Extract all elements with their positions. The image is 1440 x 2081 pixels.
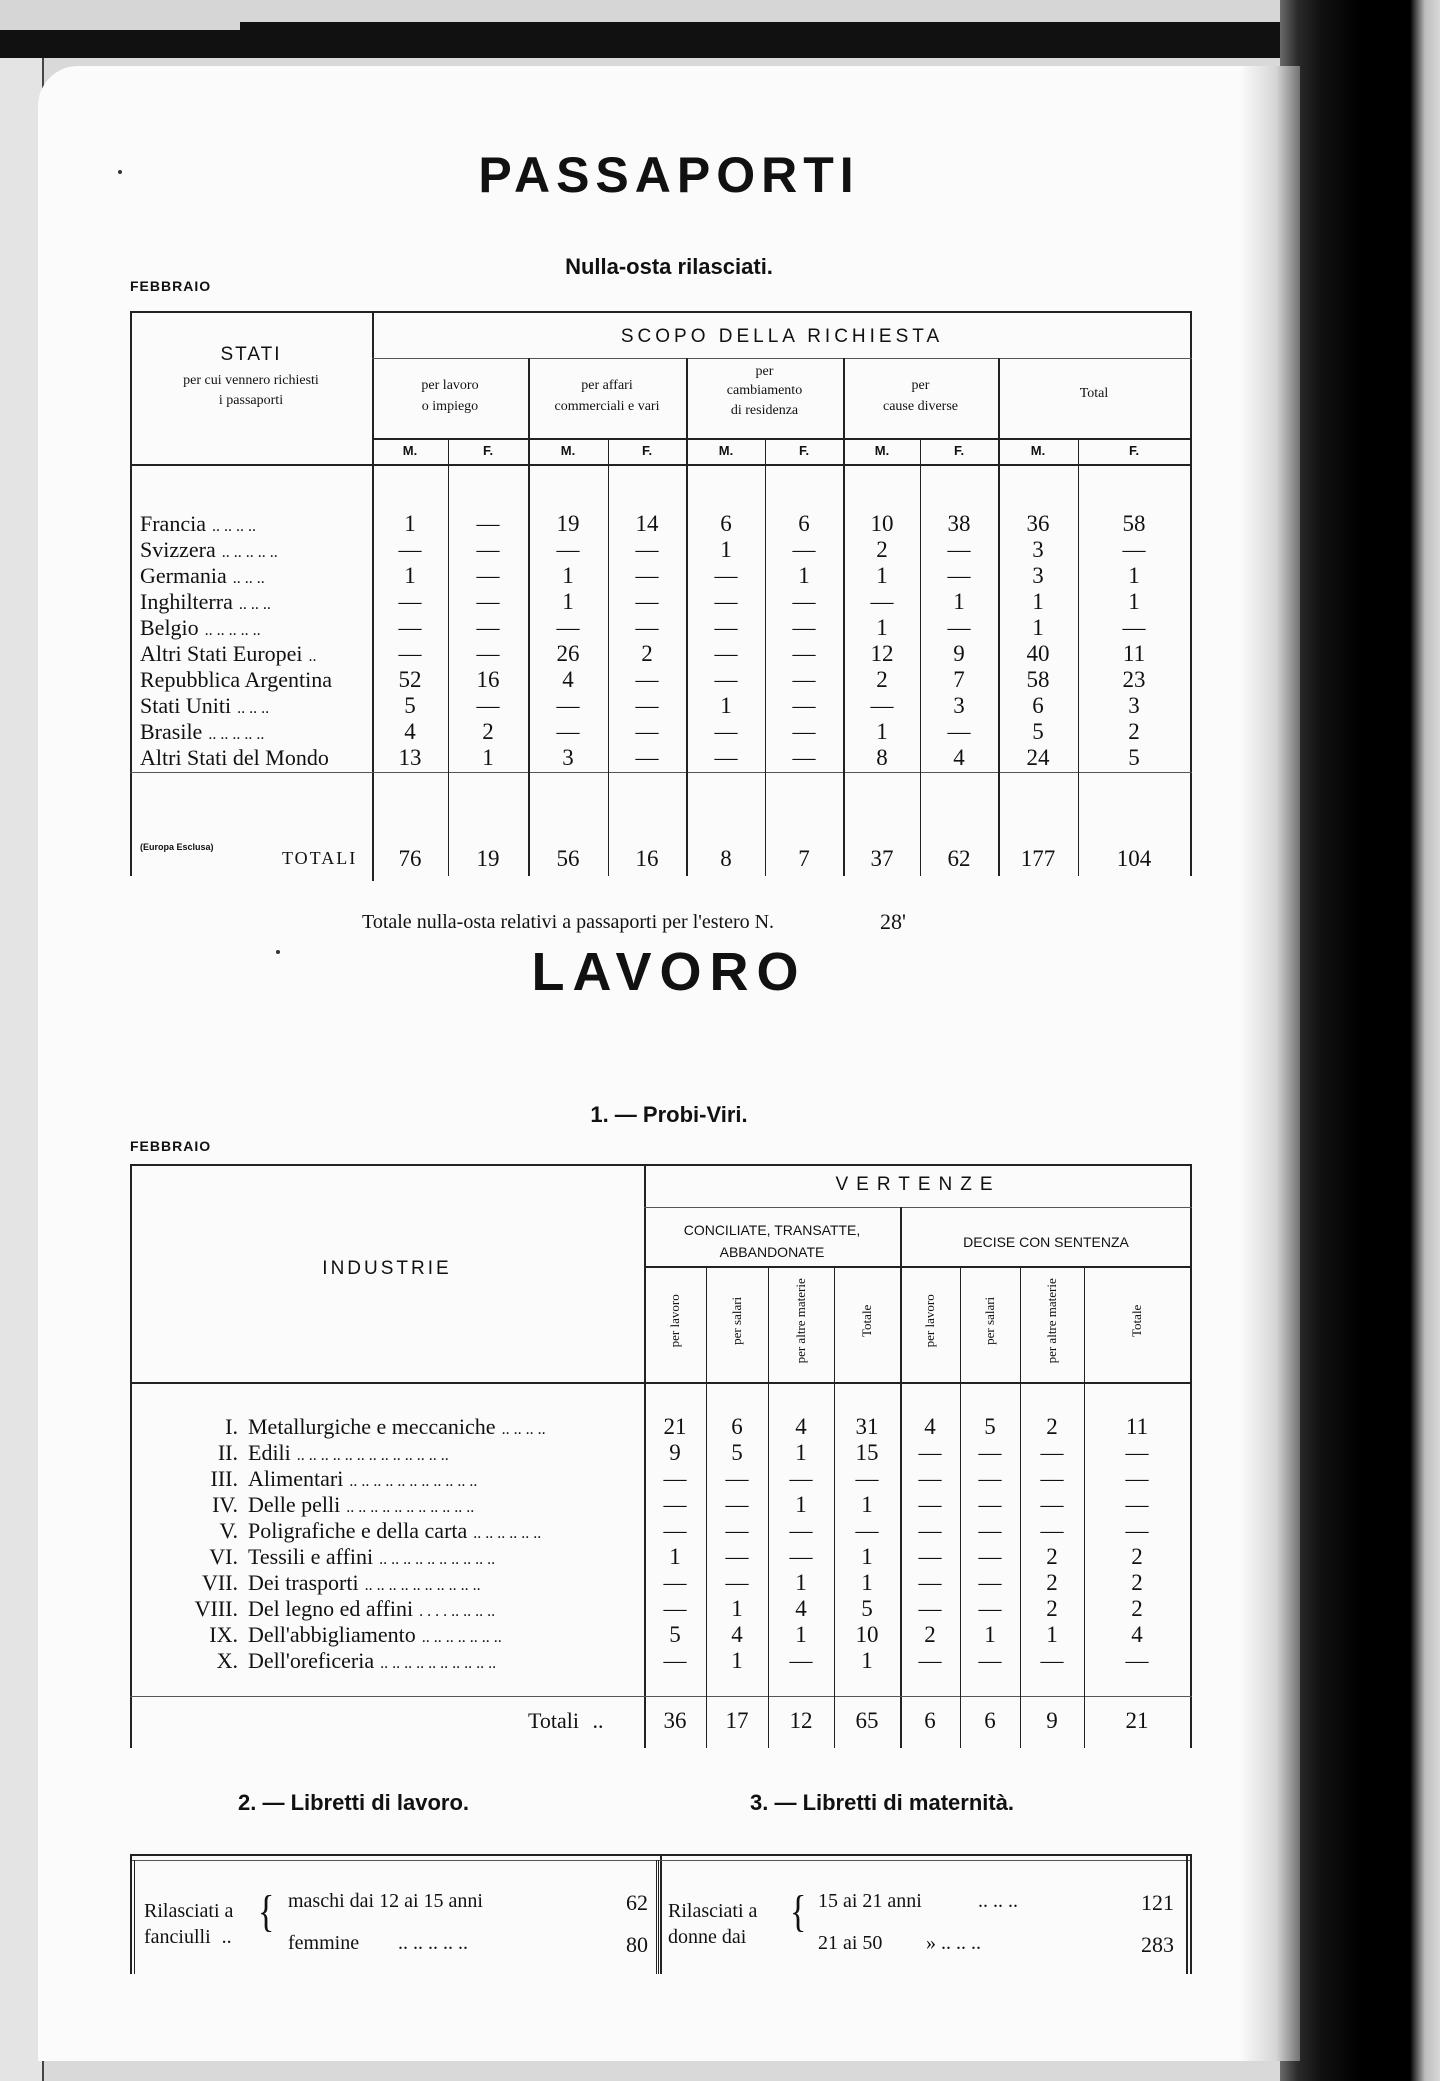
table-cell: 11	[1122, 641, 1146, 666]
table-cell: 3	[1128, 693, 1140, 718]
group-residenza-l2: cambiamento	[726, 383, 803, 398]
table-cell: —	[714, 589, 738, 614]
table-cell: —	[789, 1518, 813, 1543]
table-cell: —	[635, 563, 659, 588]
header-decise: DECISE CON SENTENZA	[963, 1234, 1129, 1250]
libretti-lavoro-row2: femmine	[288, 1932, 360, 1954]
table-cell: 1	[876, 719, 888, 744]
table-cell: —	[635, 589, 659, 614]
mf-header-cell: M.	[874, 443, 890, 458]
group-cause-l2: cause diverse	[882, 399, 959, 414]
table-cell: —	[918, 1544, 942, 1569]
table-cell: —	[978, 1440, 1002, 1465]
table-cell: —	[870, 693, 894, 718]
roman-numeral: IV.	[212, 1492, 238, 1517]
table-cell: 1	[562, 589, 574, 614]
table-cell: —	[947, 615, 971, 640]
table-cell: 6	[798, 511, 810, 536]
table-cell: —	[855, 1518, 879, 1543]
column-header: per altre materie	[1044, 1278, 1060, 1364]
libretti-lavoro-title: 2. — Libretti di lavoro.	[238, 1790, 470, 1815]
group-residenza-l3: di residenza	[730, 403, 799, 418]
footer-value: 28'	[880, 909, 906, 934]
table-cell: —	[663, 1570, 687, 1595]
table-cell: —	[476, 537, 500, 562]
table-cell: 1	[984, 1622, 996, 1647]
table-cell: 1	[795, 1622, 807, 1647]
total-cell: 17	[725, 1708, 749, 1733]
header-scopo: SCOPO DELLA RICHIESTA	[620, 326, 944, 347]
table-cell: —	[476, 641, 500, 666]
libretti-lavoro-label1: Rilasciati a	[144, 1900, 234, 1922]
table-cell: —	[792, 615, 816, 640]
total-cell: 76	[398, 846, 422, 871]
group-residenza-l1: per	[755, 364, 774, 379]
mf-header-cell: M.	[402, 443, 418, 458]
table-cell: 24	[1026, 745, 1050, 770]
table-cell: 1	[861, 1648, 873, 1673]
header-vertenze: VERTENZE	[835, 1174, 1001, 1195]
table-cell: —	[556, 719, 580, 744]
mf-header-cell: F.	[641, 443, 653, 458]
brace: {	[258, 1888, 275, 1937]
group-affari-l2: commerciali e vari	[554, 399, 660, 414]
table-cell: —	[663, 1466, 687, 1491]
table-cell: —	[1040, 1518, 1064, 1543]
table-cell: —	[714, 615, 738, 640]
table-cell: 1	[669, 1544, 681, 1569]
totali-label: TOTALI	[282, 848, 358, 868]
table-cell: 1	[795, 1492, 807, 1517]
table-cell: —	[978, 1648, 1002, 1673]
total-cell: 8	[720, 846, 732, 871]
group-lavoro-l2: o impiego	[421, 399, 479, 414]
table-cell: 2	[1046, 1596, 1058, 1621]
country-label: Belgio .. .. .. .. ..	[140, 615, 261, 640]
table-cell: —	[1125, 1648, 1149, 1673]
table-cell: —	[870, 589, 894, 614]
country-label: Brasile .. .. .. .. ..	[140, 719, 265, 744]
roman-numeral: VIII.	[194, 1596, 238, 1621]
table-cell: 1	[562, 563, 574, 588]
table-cell: 2	[1046, 1414, 1058, 1439]
table-cell: 7	[953, 667, 965, 692]
table-cell: 1	[1128, 563, 1140, 588]
table-cell: 1	[720, 693, 732, 718]
group-cause-l1: per	[911, 378, 930, 393]
table-cell: —	[855, 1466, 879, 1491]
table-cell: 36	[1026, 511, 1050, 536]
table-cell: —	[663, 1492, 687, 1517]
table-cell: 1	[720, 537, 732, 562]
group-affari-l1: per affari	[581, 378, 633, 393]
libretti-maternita-label1: Rilasciati a	[668, 1900, 758, 1922]
table-cell: 58	[1026, 667, 1050, 692]
mf-header-cell: F.	[953, 443, 965, 458]
table-cell: 6	[720, 511, 732, 536]
industry-label: Dei trasporti .. .. .. .. .. .. .. .. .. ..	[248, 1570, 481, 1595]
passaporti-subtitle: Nulla-osta rilasciati.	[565, 254, 773, 279]
scan-right-edge	[1280, 0, 1440, 2081]
table-cell: —	[1122, 615, 1146, 640]
table-cell: 9	[669, 1440, 681, 1465]
mf-header-cell: F.	[482, 443, 494, 458]
table-cell: 2	[1046, 1570, 1058, 1595]
total-cell: 16	[635, 846, 659, 871]
country-label: Altri Stati Europei ..	[140, 641, 317, 666]
column-header: per lavoro	[667, 1294, 683, 1348]
table-cell: —	[792, 693, 816, 718]
header-conciliate: CONCILIATE, TRANSATTE,	[683, 1222, 861, 1238]
table-cell: 5	[1128, 745, 1140, 770]
table-cell: 4	[1131, 1622, 1143, 1647]
country-label: Inghilterra .. .. ..	[140, 589, 271, 614]
table-cell: —	[789, 1648, 813, 1673]
country-label: Repubblica Argentina	[140, 667, 333, 692]
table-cell: —	[635, 667, 659, 692]
table-cell: —	[918, 1518, 942, 1543]
table-cell: —	[714, 563, 738, 588]
libretti-lavoro-label2: fanciulli	[144, 1926, 211, 1948]
table-cell: —	[398, 641, 422, 666]
table-cell: —	[398, 537, 422, 562]
table-cell: 1	[876, 615, 888, 640]
table-cell: —	[918, 1596, 942, 1621]
mf-header-cell: M.	[1030, 443, 1046, 458]
roman-numeral: II.	[217, 1440, 238, 1465]
column-header: Totale	[1129, 1304, 1145, 1337]
table-cell: —	[792, 589, 816, 614]
lavoro-month: FEBBRAIO	[130, 1138, 212, 1154]
probiviri-totali-label: Totali ..	[528, 1708, 604, 1733]
header-stati: STATI	[220, 344, 282, 365]
table-cell: 10	[870, 511, 894, 536]
industry-label: Poligrafiche e della carta .. .. .. .. .. ..	[248, 1518, 542, 1543]
table-cell: 13	[398, 745, 422, 770]
table-cell: —	[725, 1466, 749, 1491]
table-cell: —	[714, 745, 738, 770]
table-cell: 4	[731, 1622, 743, 1647]
table-cell: 9	[953, 641, 965, 666]
libretti-maternita-title: 3. — Libretti di maternità.	[750, 1790, 1015, 1815]
table-cell: 4	[795, 1414, 807, 1439]
libretti-lavoro-val2: 80	[626, 1932, 648, 1957]
footer-note: Totale nulla-osta relativi a passaporti per l'estero N.	[362, 911, 775, 933]
table-cell: —	[635, 719, 659, 744]
table-cell: —	[947, 719, 971, 744]
total-cell: 56	[556, 846, 580, 871]
table-cell: 1	[861, 1492, 873, 1517]
table-cell: —	[476, 693, 500, 718]
libretti-maternita-row2: 21 ai 50	[818, 1932, 883, 1954]
table-cell: —	[789, 1466, 813, 1491]
table-cell: 10	[855, 1622, 879, 1647]
table-cell: —	[714, 719, 738, 744]
table-cell: —	[714, 667, 738, 692]
table-cell: 8	[876, 745, 888, 770]
table-cell: —	[918, 1570, 942, 1595]
table-cell: 31	[855, 1414, 879, 1439]
table-cell: 52	[398, 667, 422, 692]
table-cell: 1	[1046, 1622, 1058, 1647]
roman-numeral: VII.	[201, 1570, 238, 1595]
libretti-lavoro-val1: 62	[626, 1890, 648, 1915]
table-cell: 2	[1131, 1570, 1143, 1595]
table-cell: —	[635, 693, 659, 718]
document-page: PASSAPORTI Nulla-osta rilasciati. FEBBRAIO STATI per cui vennero richiesti i passaporti SCOPO DELLA RICHIESTA per lavoro o impiego per affari commerciali e vari per cambiamento di residenza per cause diverse Total M. F. M. F. M. F. M. F. M. F. Francia .. .. .. .. 1 — 19 14 6 6 10 38 36 58 Svizzera .. .. .. .. .. — — — — 1 — 2 — 3 — Germania .. .. .. 1 — 1 — — 1 1 — 3 1 Inghilterra .. .. .. — — 1 — — — — 1 1 1 Belgio .. .. .. .. .. — — — — — — 1 — 1 — Altri Stati Europei .. — — 26 2 — — 12 9 40 11 Repubblica Argentina 52 16 4 — — — 2 7 58 23 Stati Uniti .. .. .. 5 — — — 1 — — 3 6 3 Brasile .. .. .. .. .. 4 2 — — — — 1 — 5 2 Altri Stati del Mondo 13 1 3 — — — 8 4 24 5 (Europa Esclusa) TOTALI 76 19 56 16 8 7 37 62 177 104 Totale nulla-osta relativi a passaporti per l'estero N. 28' LAVORO 1. — Probi-Viri. FEBBRAIO INDUSTRIE VERTENZE CONCILIATE, TRANSATTE, ABBANDONATE DECISE CON SENTENZA per lavoro per salari per altre materie Totale per lavoro per salari per altre materie Totale I. Metallurgiche e meccaniche .. .. .. .. 21 6 4 31 4 5 2 11 II. Edili .. .. .. .. .. .. .. .. .. .. .. .. .. 9 5 1 15 — — — — III. Alimentari .. .. .. .. .. .. .. .. .. .. .. — — — — — — — — IV. Delle pelli .. .. .. .. .. .. .. .. .. .. .. — — 1 1 — — — — V. Poligrafiche e della carta .. .. .. .. .. .. — — — — — — — — VI. Tessili e affini .. .. .. .. .. .. .. .. .. .. 1 — — 1 — — 2 2 VII. Dei trasporti .. .. .. .. .. .. .. .. .. .. — — 1 1 — — 2 2 VIII. Del legno ed affini . . . . .. .. .. .. — 1 4 5 — — 2 2 IX. Dell'abbigliamento .. .. .. .. .. .. .. 5 4 1 10 2 1 1 4 X. Dell'oreficeria .. .. .. .. .. .. .. .. .. .. — 1 — 1 — — — — Totali .. 36 17 12 65 6 6 9 21 2. — Libretti di lavoro. 3. — Libretti di maternità. Rilasciati a fanciulli .. { maschi dai 12 ai 15 anni 62 femmine .. .. .. .. .. 80 Rilasciati a donne dai { 15 ai 21 anni .. .. .. 121 21 ai 50 » .. .. .. 283	[38, 66, 1300, 2061]
table-cell: —	[792, 537, 816, 562]
table-cell: 21	[663, 1414, 687, 1439]
country-label: Altri Stati del Mondo	[140, 745, 329, 770]
table-cell: —	[1125, 1492, 1149, 1517]
table-cell: 1	[731, 1648, 743, 1673]
table-cell: 38	[947, 511, 971, 536]
table-cell: —	[635, 745, 659, 770]
table-cell: —	[978, 1596, 1002, 1621]
total-cell: 62	[947, 846, 971, 871]
table-cell: 6	[731, 1414, 743, 1439]
table-cell: —	[978, 1570, 1002, 1595]
industry-label: Metallurgiche e meccaniche .. .. .. ..	[248, 1414, 546, 1439]
total-cell: 7	[798, 846, 810, 871]
table-cell: 2	[482, 719, 494, 744]
table-cell: 4	[924, 1414, 936, 1439]
table-cell: 1	[404, 511, 416, 536]
industry-label: Dell'abbigliamento .. .. .. .. .. .. ..	[248, 1622, 502, 1647]
table-cell: 2	[641, 641, 653, 666]
libretti-maternita-val1: 121	[1141, 1890, 1174, 1915]
table-cell: —	[556, 615, 580, 640]
industry-label: Tessili e affini .. .. .. .. .. .. .. .. .. ..	[248, 1544, 496, 1569]
table-cell: —	[918, 1492, 942, 1517]
table-cell: —	[918, 1440, 942, 1465]
mf-header-cell: M.	[718, 443, 734, 458]
industry-label: Edili .. .. .. .. .. .. .. .. .. .. .. .. ..	[248, 1440, 449, 1465]
total-cell: 12	[789, 1708, 813, 1733]
table-cell: —	[978, 1466, 1002, 1491]
table-cell: 12	[870, 641, 894, 666]
table-cell: 4	[953, 745, 965, 770]
libretti-lavoro-row1: maschi dai 12 ai 15 anni	[288, 1890, 483, 1912]
country-label: Germania .. .. ..	[140, 563, 265, 588]
table-cell: 23	[1122, 667, 1146, 692]
country-label: Svizzera .. .. .. .. ..	[140, 537, 278, 562]
table-cell: 3	[1032, 537, 1044, 562]
table-cell: 16	[476, 667, 500, 692]
libretti-maternita-label2: donne dai	[668, 1926, 747, 1948]
mf-header-cell: F.	[798, 443, 810, 458]
table-cell: 1	[1032, 589, 1044, 614]
table-cell: 1	[953, 589, 965, 614]
total-cell: 19	[476, 846, 500, 871]
total-cell: 6	[984, 1708, 996, 1733]
table-cell: 11	[1125, 1414, 1149, 1439]
table-cell: 1	[1032, 615, 1044, 640]
table-cell: 3	[1032, 563, 1044, 588]
table-cell: 5	[984, 1414, 996, 1439]
table-cell: —	[556, 537, 580, 562]
table-cell: 5	[404, 693, 416, 718]
table-cell: —	[978, 1518, 1002, 1543]
header-industrie: INDUSTRIE	[322, 1258, 452, 1279]
table-cell: —	[398, 589, 422, 614]
header-stati-sub2: i passaporti	[218, 393, 284, 408]
industry-label: Delle pelli .. .. .. .. .. .. .. .. .. .. ..	[248, 1492, 475, 1517]
table-cell: —	[476, 615, 500, 640]
table-cell: 19	[556, 511, 580, 536]
table-cell: —	[556, 693, 580, 718]
roman-numeral: III.	[210, 1466, 238, 1491]
total-cell: 177	[1020, 846, 1056, 871]
table-cell: —	[792, 667, 816, 692]
column-header: per salari	[982, 1296, 998, 1345]
table-cell: 2	[1131, 1544, 1143, 1569]
total-cell: 37	[870, 846, 894, 871]
table-cell: 2	[1128, 719, 1140, 744]
industry-label: Alimentari .. .. .. .. .. .. .. .. .. .. ..	[248, 1466, 478, 1491]
country-label: Francia .. .. .. ..	[140, 511, 256, 536]
table-cell: —	[476, 589, 500, 614]
column-header: Totale	[859, 1304, 875, 1337]
table-cell: 5	[731, 1440, 743, 1465]
table-cell: 1	[795, 1440, 807, 1465]
table-cell: —	[663, 1648, 687, 1673]
roman-numeral: VI.	[209, 1544, 238, 1569]
libretti-maternita-row1: 15 ai 21 anni	[818, 1890, 922, 1912]
total-cell: 6	[924, 1708, 936, 1733]
table-cell: —	[1125, 1518, 1149, 1543]
table-cell: 5	[1032, 719, 1044, 744]
table-cell: 2	[1131, 1596, 1143, 1621]
table-cell: 2	[924, 1622, 936, 1647]
column-header: per altre materie	[793, 1278, 809, 1364]
table-cell: —	[725, 1544, 749, 1569]
header-conciliate2: ABBANDONATE	[719, 1244, 825, 1260]
total-cell: 65	[855, 1708, 879, 1733]
table-cell: —	[725, 1518, 749, 1543]
scan-top-edge-2	[240, 22, 1340, 36]
table-cell: 5	[861, 1596, 873, 1621]
table-cell: —	[792, 719, 816, 744]
table-cell: 3	[562, 745, 574, 770]
total-cell: 21	[1125, 1708, 1149, 1733]
table-cell: —	[918, 1466, 942, 1491]
table-cell: —	[978, 1492, 1002, 1517]
table-cell: —	[725, 1570, 749, 1595]
table-cell: 26	[556, 641, 580, 666]
table-cell: —	[918, 1648, 942, 1673]
table-cell: —	[476, 511, 500, 536]
column-header: per salari	[729, 1296, 745, 1345]
header-stati-sub: per cui vennero richiesti	[183, 373, 319, 388]
table-cell: 1	[731, 1596, 743, 1621]
passaporti-month: FEBBRAIO	[130, 278, 212, 294]
industry-label: Del legno ed affini . . . . .. .. .. ..	[248, 1596, 496, 1621]
roman-numeral: V.	[219, 1518, 238, 1543]
table-cell: —	[1125, 1440, 1149, 1465]
table-cell: —	[725, 1492, 749, 1517]
table-cell: 2	[876, 667, 888, 692]
table-cell: —	[947, 563, 971, 588]
europa-note: (Europa Esclusa)	[140, 842, 214, 852]
table-cell: 15	[855, 1440, 879, 1465]
roman-numeral: I.	[225, 1414, 238, 1439]
brace: {	[790, 1888, 807, 1937]
industry-label: Dell'oreficeria .. .. .. .. .. .. .. .. .. ..	[248, 1648, 497, 1673]
table-cell: —	[476, 563, 500, 588]
table-cell: —	[1122, 537, 1146, 562]
table-cell: 1	[861, 1570, 873, 1595]
group-total: Total	[1079, 386, 1109, 401]
table-cell: 6	[1032, 693, 1044, 718]
table-cell: —	[635, 537, 659, 562]
table-cell: 1	[404, 563, 416, 588]
column-header: per lavoro	[922, 1294, 938, 1348]
table-cell: —	[663, 1596, 687, 1621]
country-label: Stati Uniti .. .. ..	[140, 693, 270, 718]
page-shadow	[1240, 66, 1300, 2061]
table-cell: —	[1040, 1440, 1064, 1465]
mf-header-cell: F.	[1128, 443, 1140, 458]
passaporti-title: PASSAPORTI	[478, 147, 860, 203]
mf-header-cell: M.	[560, 443, 576, 458]
table-cell: —	[663, 1518, 687, 1543]
table-cell: 1	[876, 563, 888, 588]
table-cell: 4	[404, 719, 416, 744]
table-cell: 1	[861, 1544, 873, 1569]
roman-numeral: IX.	[209, 1622, 238, 1647]
table-cell: 4	[562, 667, 574, 692]
table-cell: 3	[953, 693, 965, 718]
table-cell: —	[792, 641, 816, 666]
table-cell: 14	[635, 511, 659, 536]
table-cell: 1	[795, 1570, 807, 1595]
table-cell: —	[1040, 1648, 1064, 1673]
table-cell: 4	[795, 1596, 807, 1621]
table-cell: 1	[798, 563, 810, 588]
table-cell: —	[978, 1544, 1002, 1569]
table-cell: 1	[482, 745, 494, 770]
libretti-maternita-val2: 283	[1141, 1932, 1174, 1957]
lavoro-title: LAVORO	[531, 942, 807, 1002]
table-cell: —	[1125, 1466, 1149, 1491]
table-cell: —	[1040, 1466, 1064, 1491]
table-cell: 58	[1122, 511, 1146, 536]
table-cell: —	[792, 745, 816, 770]
table-cell: —	[635, 615, 659, 640]
total-cell: 36	[663, 1708, 687, 1733]
group-lavoro-l1: per lavoro	[421, 378, 479, 393]
total-cell: 9	[1046, 1708, 1058, 1733]
table-cell: 40	[1026, 641, 1050, 666]
table-cell: 1	[1128, 589, 1140, 614]
total-cell: 104	[1116, 846, 1152, 871]
table-cell: —	[1040, 1492, 1064, 1517]
table-cell: 2	[876, 537, 888, 562]
table-cell: —	[398, 615, 422, 640]
roman-numeral: X.	[216, 1648, 238, 1673]
table-cell: 2	[1046, 1544, 1058, 1569]
table-cell: 5	[669, 1622, 681, 1647]
table-cell: —	[714, 641, 738, 666]
lavoro-subtitle: 1. — Probi-Viri.	[590, 1102, 748, 1127]
table-cell: —	[947, 537, 971, 562]
table-cell: —	[789, 1544, 813, 1569]
